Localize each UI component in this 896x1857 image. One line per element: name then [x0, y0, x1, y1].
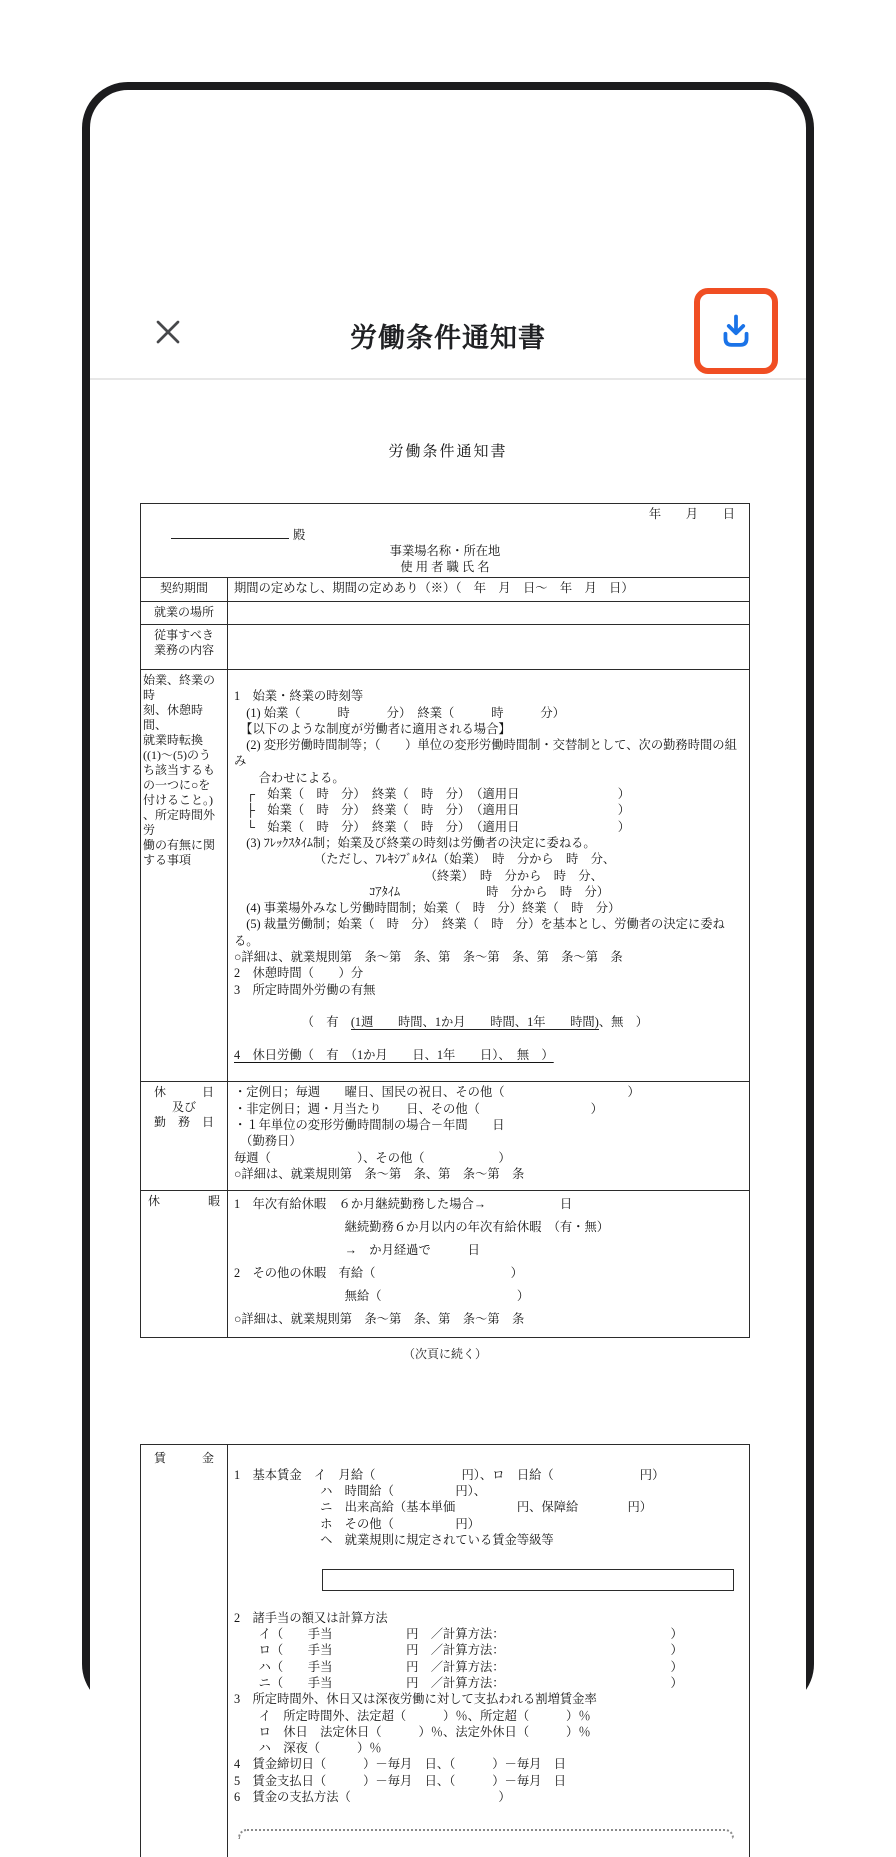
- table-row-contract-period: [141, 577, 749, 601]
- row-label: 就業の場所: [141, 602, 228, 624]
- employer-name-line: 事業場名称・所在地: [389, 544, 501, 558]
- employer-title-line: 使 用 者 職 氏 名: [400, 560, 490, 574]
- wage-table: [140, 1444, 750, 1857]
- addressee-suffix: 殿: [293, 528, 306, 542]
- row-label: 従事すべき 業務の内容: [141, 625, 228, 669]
- addressee-line: [171, 526, 743, 543]
- row-value: ・定例日；毎週 曜日、国民の祝日、その他（ ） ・非定例日；週・月当たり 日、その他（ ） ・１年単位の変形労働時間制の場合－年間 日 （勤務日） 毎週（ ）、その他（ ） ○詳細は、就業規則第 条～第 条、第 条～第 条: [234, 1085, 640, 1181]
- phone-frame: [82, 82, 814, 1805]
- page-title: 労働条件通知書: [350, 323, 546, 353]
- row-value: 期間の定めなし、期間の定めあり（※）（ 年 月 日～ 年 月 日）: [234, 581, 634, 595]
- working-hours-main: 1 始業・終業の時刻等 (1) 始業（ 時 分） 終業（ 時 分） 【以下のような制度が労働者に適用される場合】 (2) 変形労働時間制等；（ ）単位の変形労働時間制・交替制として、次の勤務時間の組み 合わせによる。 ┌ 始業（ 時 分） 終業（ 時 分） （適用日 ） ├ 始業（ 時 分） 終業（ 時 分） （適用日 ） └ 始業（ 時 分） 終業（ 時 分） （適用日 ） (3) ﾌﾚｯｸｽﾀｲﾑ制；始業及び終業の時刻は労働者の決定に委ねる。 （ただし、ﾌﾚｷｼﾌﾞﾙﾀｲﾑ（始業） 時 分から 時 分、 （終業） 時 分から 時 分、 ｺｱﾀｲﾑ 時 分から 時 分） (4) 事業場外みなし労働時間制；始業（ 時 分）終業（ 時 分） (5) 裁量労働制；始業（ 時 分） 終業（ 時 分）を基本とし、労働者の決定に委ねる。 ○詳細は、就業規則第 条～第 条、第 条～第 条、第 条～第 条 2 休憩時間（ ）分 3 所定時間外労働の有無: [234, 689, 737, 997]
- continued-note: （次頁に続く）: [402, 1347, 487, 1362]
- download-button-highlight[interactable]: [694, 288, 778, 374]
- row-value: [228, 670, 749, 1081]
- addressee-blank: [171, 526, 289, 539]
- holiday-work-line: 4 休日労働（ 有 （1か月 日、1年 日）、 無 ）: [234, 1047, 554, 1062]
- row-label: 始業、終業の時 刻、休憩時間、 就業時転換 ((1)～(5)のう ち該当するも の一つに○を 付けること。) 、所定時間外労 働の有無に関 する事項: [141, 670, 228, 1081]
- document-title: 労働条件通知書: [388, 444, 508, 460]
- row-label: 休 日 及び 勤 務 日: [141, 1082, 228, 1190]
- table-row-working-hours: [141, 669, 749, 1081]
- wage-grade-box: [322, 1569, 734, 1591]
- conditions-table: [140, 503, 750, 1338]
- row-value: [228, 625, 749, 669]
- dotted-box-edge: [238, 1829, 734, 1839]
- wage-base-lines: 1 基本賃金 イ 月給（ 円）、ロ 日給（ 円） ハ 時間給（ 円）、 ニ 出来高給（基本単価 円、保障給 円） ホ その他（ 円） ヘ 就業規則に規定されている賃金等級等: [234, 1467, 665, 1547]
- row-value: 1 年次有給休暇 ６か月継続勤務した場合→ 日 継続勤務６か月以内の年次有給休暇 （有・無） → か月経過で 日 2 その他の休暇 有給（ ） 無給（ ） ○詳細は、就業規則第 条～第 条、第 条～第 条: [234, 1197, 610, 1327]
- table-row-header: [141, 504, 749, 577]
- row-value: [228, 602, 749, 624]
- row-label: 休 暇: [141, 1191, 228, 1337]
- table-row-duties: [141, 624, 749, 669]
- download-icon: [716, 311, 756, 351]
- table-row-leave: [141, 1190, 749, 1337]
- table-row-workplace: [141, 601, 749, 624]
- document-viewer[interactable]: [90, 380, 806, 1805]
- overtime-underlined: (1週 時間、1か月 時間、1年 時間): [350, 1015, 599, 1030]
- wage-detail-lines: 2 諸手当の額又は計算方法 イ（ 手当 円 ／計算方法： ） ロ（ 手当 円 ／計算方法： ） ハ（ 手当 円 ／計算方法： ） ニ（ 手当 円 ／計算方法： ） 3 所定時間外、休日又は深夜労働に対して支払われる割増賃金率 イ 所定時間外、法定超（ ）％、所定超（ ）％ ロ 休日 法定休日（ ）％、法定外休日（ ）％ ハ 深夜（ ）％ 4 賃金締切日（ ）－毎月 日、（ ）－毎月 日 5 賃金支払日（ ）－毎月 日、（ ）－毎月 日 6 賃金の支払方法（ ）: [234, 1610, 683, 1805]
- table-row-holidays: [141, 1081, 749, 1190]
- row-label: 契約期間: [141, 578, 228, 601]
- row-value: [228, 1445, 749, 1857]
- date-line: 年 月 日: [648, 507, 735, 521]
- overtime-line: （ 有 (1週 時間、1か月 時間、1年 時間)、無 ）: [234, 1015, 649, 1030]
- row-label: 賃 金: [141, 1445, 228, 1857]
